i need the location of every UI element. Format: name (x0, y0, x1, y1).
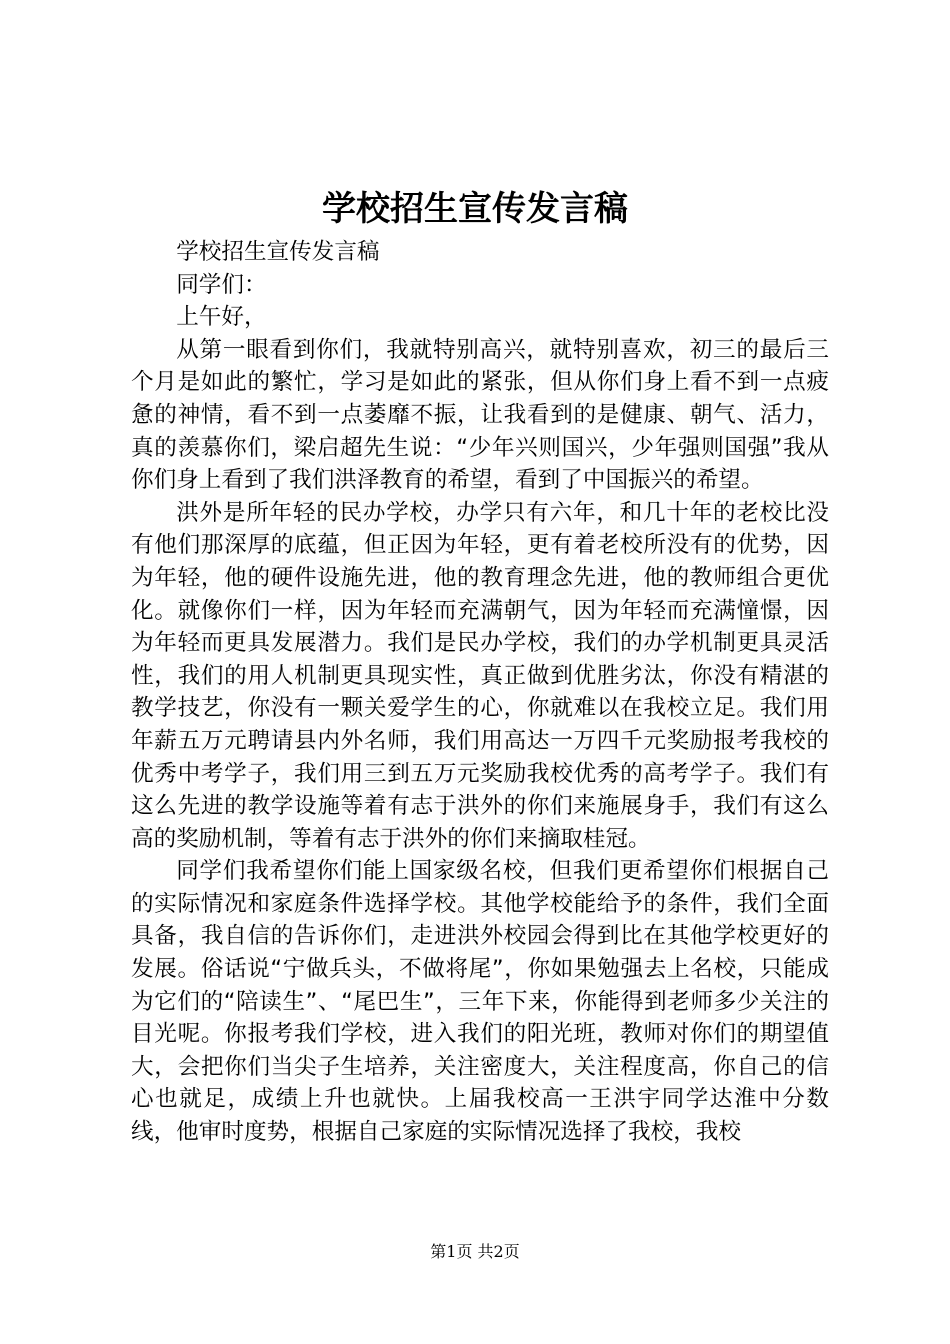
paragraph-body-2: 洪外是所年轻的民办学校，办学只有六年，和几十年的老校比没有他们那深厚的底蕴，但正因为年轻，更有着老校所没有的优势，因为年轻，他的硬件设施先进，他的教育理念先进，他的教师组合更优化。就像你们一样，因为年轻而充满朝气，因为年轻而充满憧憬，因为年轻而更具发展潜力。我们是民办学校，我们的办学机制更具灵活性，我们的用人机制更具现实性，真正做到优胜劣汰，你没有精湛的教学技艺，你没有一颗关爱学生的心，你就难以在我校立足。我们用年薪五万元聘请县内外名师，我们用高达一万四千元奖励报考我校的优秀中考学子，我们用三到五万元奖励我校优秀的高考学子。我们有这么先进的教学设施等着有志于洪外的你们来施展身手，我们有这么高的奖励机制，等着有志于洪外的你们来摘取桂冠。 (131, 499, 829, 852)
paragraph-body-1: 从第一眼看到你们，我就特别高兴，就特别喜欢，初三的最后三个月是如此的繁忙，学习是如此的紧张，但从你们身上看不到一点疲惫的神情，看不到一点萎靡不振，让我看到的是健康、朝气、活力，真的羡慕你们，梁启超先生说：“少年兴则国兴，少年强则国强”我从你们身上看到了我们洪泽教育的希望，看到了中国振兴的希望。 (131, 336, 829, 494)
page-number-footer: 第1页 共2页 (430, 1242, 520, 1261)
document-body (131, 236, 829, 1149)
paragraph-greeting: 上午好， (176, 304, 267, 331)
paragraph-subtitle: 学校招生宣传发言稿 (176, 239, 380, 265)
document-title: 学校招生宣传发言稿 (322, 189, 628, 229)
paragraph-body-3: 同学们我希望你们能上国家级名校，但我们更希望你们根据自己的实际情况和家庭条件选择学校。其他学校能给予的条件，我们全面具备，我自信的告诉你们，走进洪外校园会得到比在其他学校更好的发展。俗话说“宁做兵头，不做将尾”，你如果勉强去上名校，只能成为它们的“陪读生”、“尾巴生”，三年下来，你能得到老师多少关注的目光呢。你报考我们学校，进入我们的阳光班，教师对你们的期望值大，会把你们当尖子生培养，关注密度大，关注程度高，你自己的信心也就足，成绩上升也就快。上届我校高一王洪宇同学达淮中分数线，他审时度势，根据自己家庭的实际情况选择了我校，我校 (131, 858, 829, 1146)
paragraph-salutation: 同学们： (176, 271, 267, 298)
